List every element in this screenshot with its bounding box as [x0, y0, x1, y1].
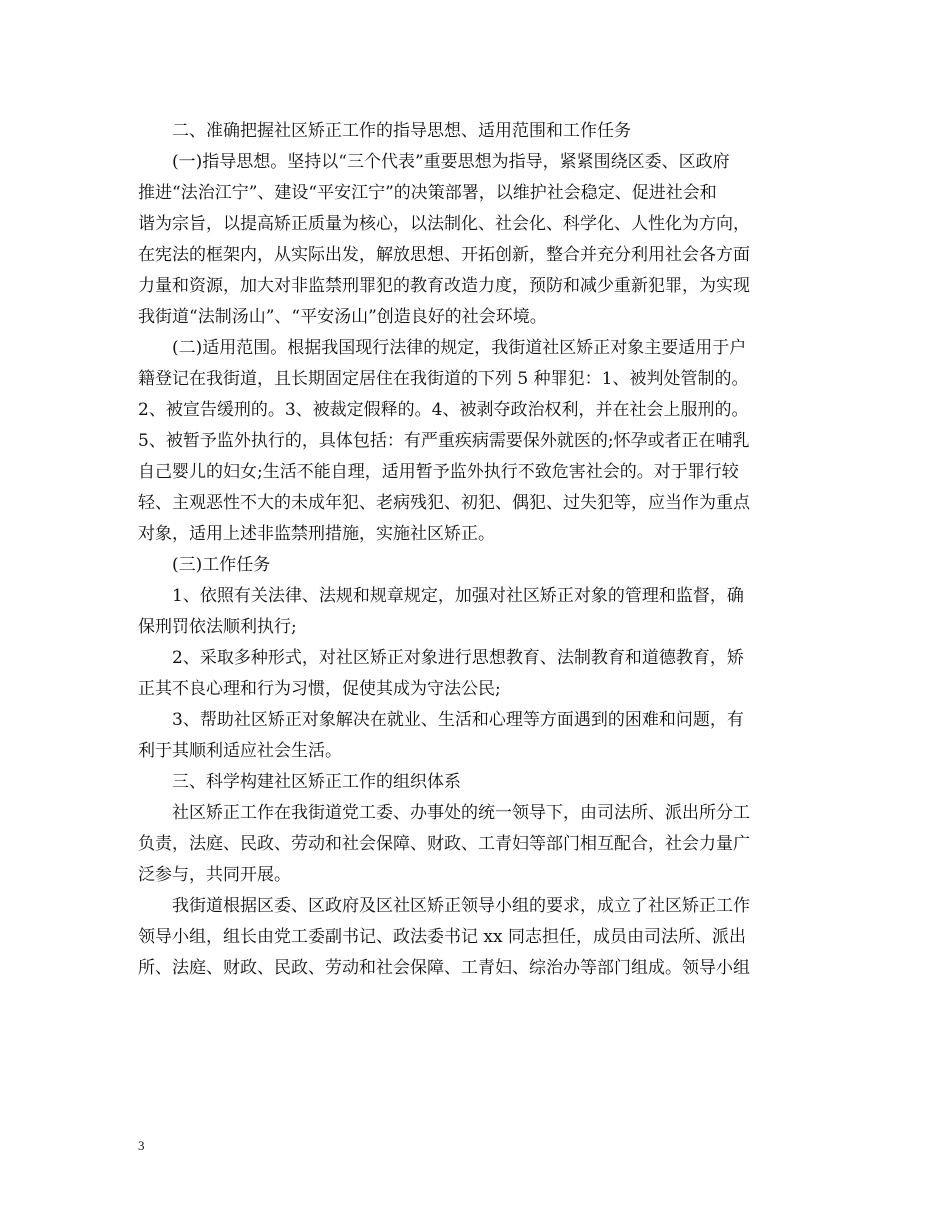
text-line: 推进“法治江宁”、建设“平安江宁”的决策部署，以维护社会稳定、促进社会和: [138, 183, 717, 203]
text-line: 2、采取多种形式，对社区矫正对象进行思想教育、法制教育和道德教育，矫: [172, 648, 744, 668]
text-line: 领导小组，组长由党工委副书记、政法委书记 xx 同志担任，成员由司法所、派出: [138, 927, 746, 947]
text-line: 自己婴儿的妇女;生活不能自理，适用暂予监外执行不致危害社会的。对于罪行较: [138, 462, 739, 482]
text-line: 三、科学构建社区矫正工作的组织体系: [172, 772, 461, 792]
text-line: 谐为宗旨，以提高矫正质量为核心，以法制化、社会化、科学化、人性化为方向，: [138, 214, 750, 234]
document-body: [138, 116, 818, 984]
text-line: 籍登记在我街道，且长期固定居住在我街道的下列 5 种罪犯：1、被判处管制的。: [138, 369, 749, 389]
text-line: 对象，适用上述非监禁刑措施，实施社区矫正。: [138, 524, 495, 544]
text-line: 保刑罚依法顺利执行;: [138, 617, 297, 637]
text-line: (一)指导思想。坚持以“三个代表”重要思想为指导，紧紧围绕区委、区政府: [172, 152, 730, 172]
text-line: 5、被暂予监外执行的，具体包括：有严重疾病需要保外就医的;怀孕或者正在哺乳: [138, 431, 750, 451]
text-line: 负责，法庭、民政、劳动和社会保障、财政、工青妇等部门相互配合，社会力量广: [138, 834, 750, 854]
text-line: 3、帮助社区矫正对象解决在就业、生活和心理等方面遇到的困难和问题，有: [172, 710, 744, 730]
text-line: 2、被宣告缓刑的。3、被裁定假释的。4、被剥夺政治权利，并在社会上服刑的。: [138, 400, 749, 420]
text-line: 力量和资源，加大对非监禁刑罪犯的教育改造力度，预防和减少重新犯罪，为实现: [138, 276, 750, 296]
text-line: 所、法庭、财政、民政、劳动和社会保障、工青妇、综治办等部门组成。领导小组: [138, 958, 750, 978]
text-line: 二、准确把握社区矫正工作的指导思想、适用范围和工作任务: [172, 121, 631, 141]
text-line: 1、依照有关法律、法规和规章规定，加强对社区矫正对象的管理和监督，确: [172, 586, 744, 606]
text-line: 我街道“法制汤山”、“平安汤山”创造良好的社会环境。: [138, 307, 547, 327]
text-line: 正其不良心理和行为习惯，促使其成为守法公民;: [138, 679, 501, 699]
text-line: (二)适用范围。根据我国现行法律的规定，我街道社区矫正对象主要适用于户: [172, 338, 747, 358]
text-line: 利于其顺利适应社会生活。: [138, 741, 342, 761]
text-line: 社区矫正工作在我街道党工委、办事处的统一领导下，由司法所、派出所分工: [172, 803, 750, 823]
text-line: 在宪法的框架内，从实际出发，解放思想、开拓创新，整合并充分利用社会各方面: [138, 245, 750, 265]
text-line: 轻、主观恶性不大的未成年犯、老病残犯、初犯、偶犯、过失犯等，应当作为重点: [138, 493, 750, 513]
text-line: (三)工作任务: [172, 555, 271, 575]
text-line: 我街道根据区委、区政府及区社区矫正领导小组的要求，成立了社区矫正工作: [172, 896, 750, 916]
text-line: 泛参与，共同开展。: [138, 865, 291, 885]
page-number: 3: [138, 1138, 145, 1153]
